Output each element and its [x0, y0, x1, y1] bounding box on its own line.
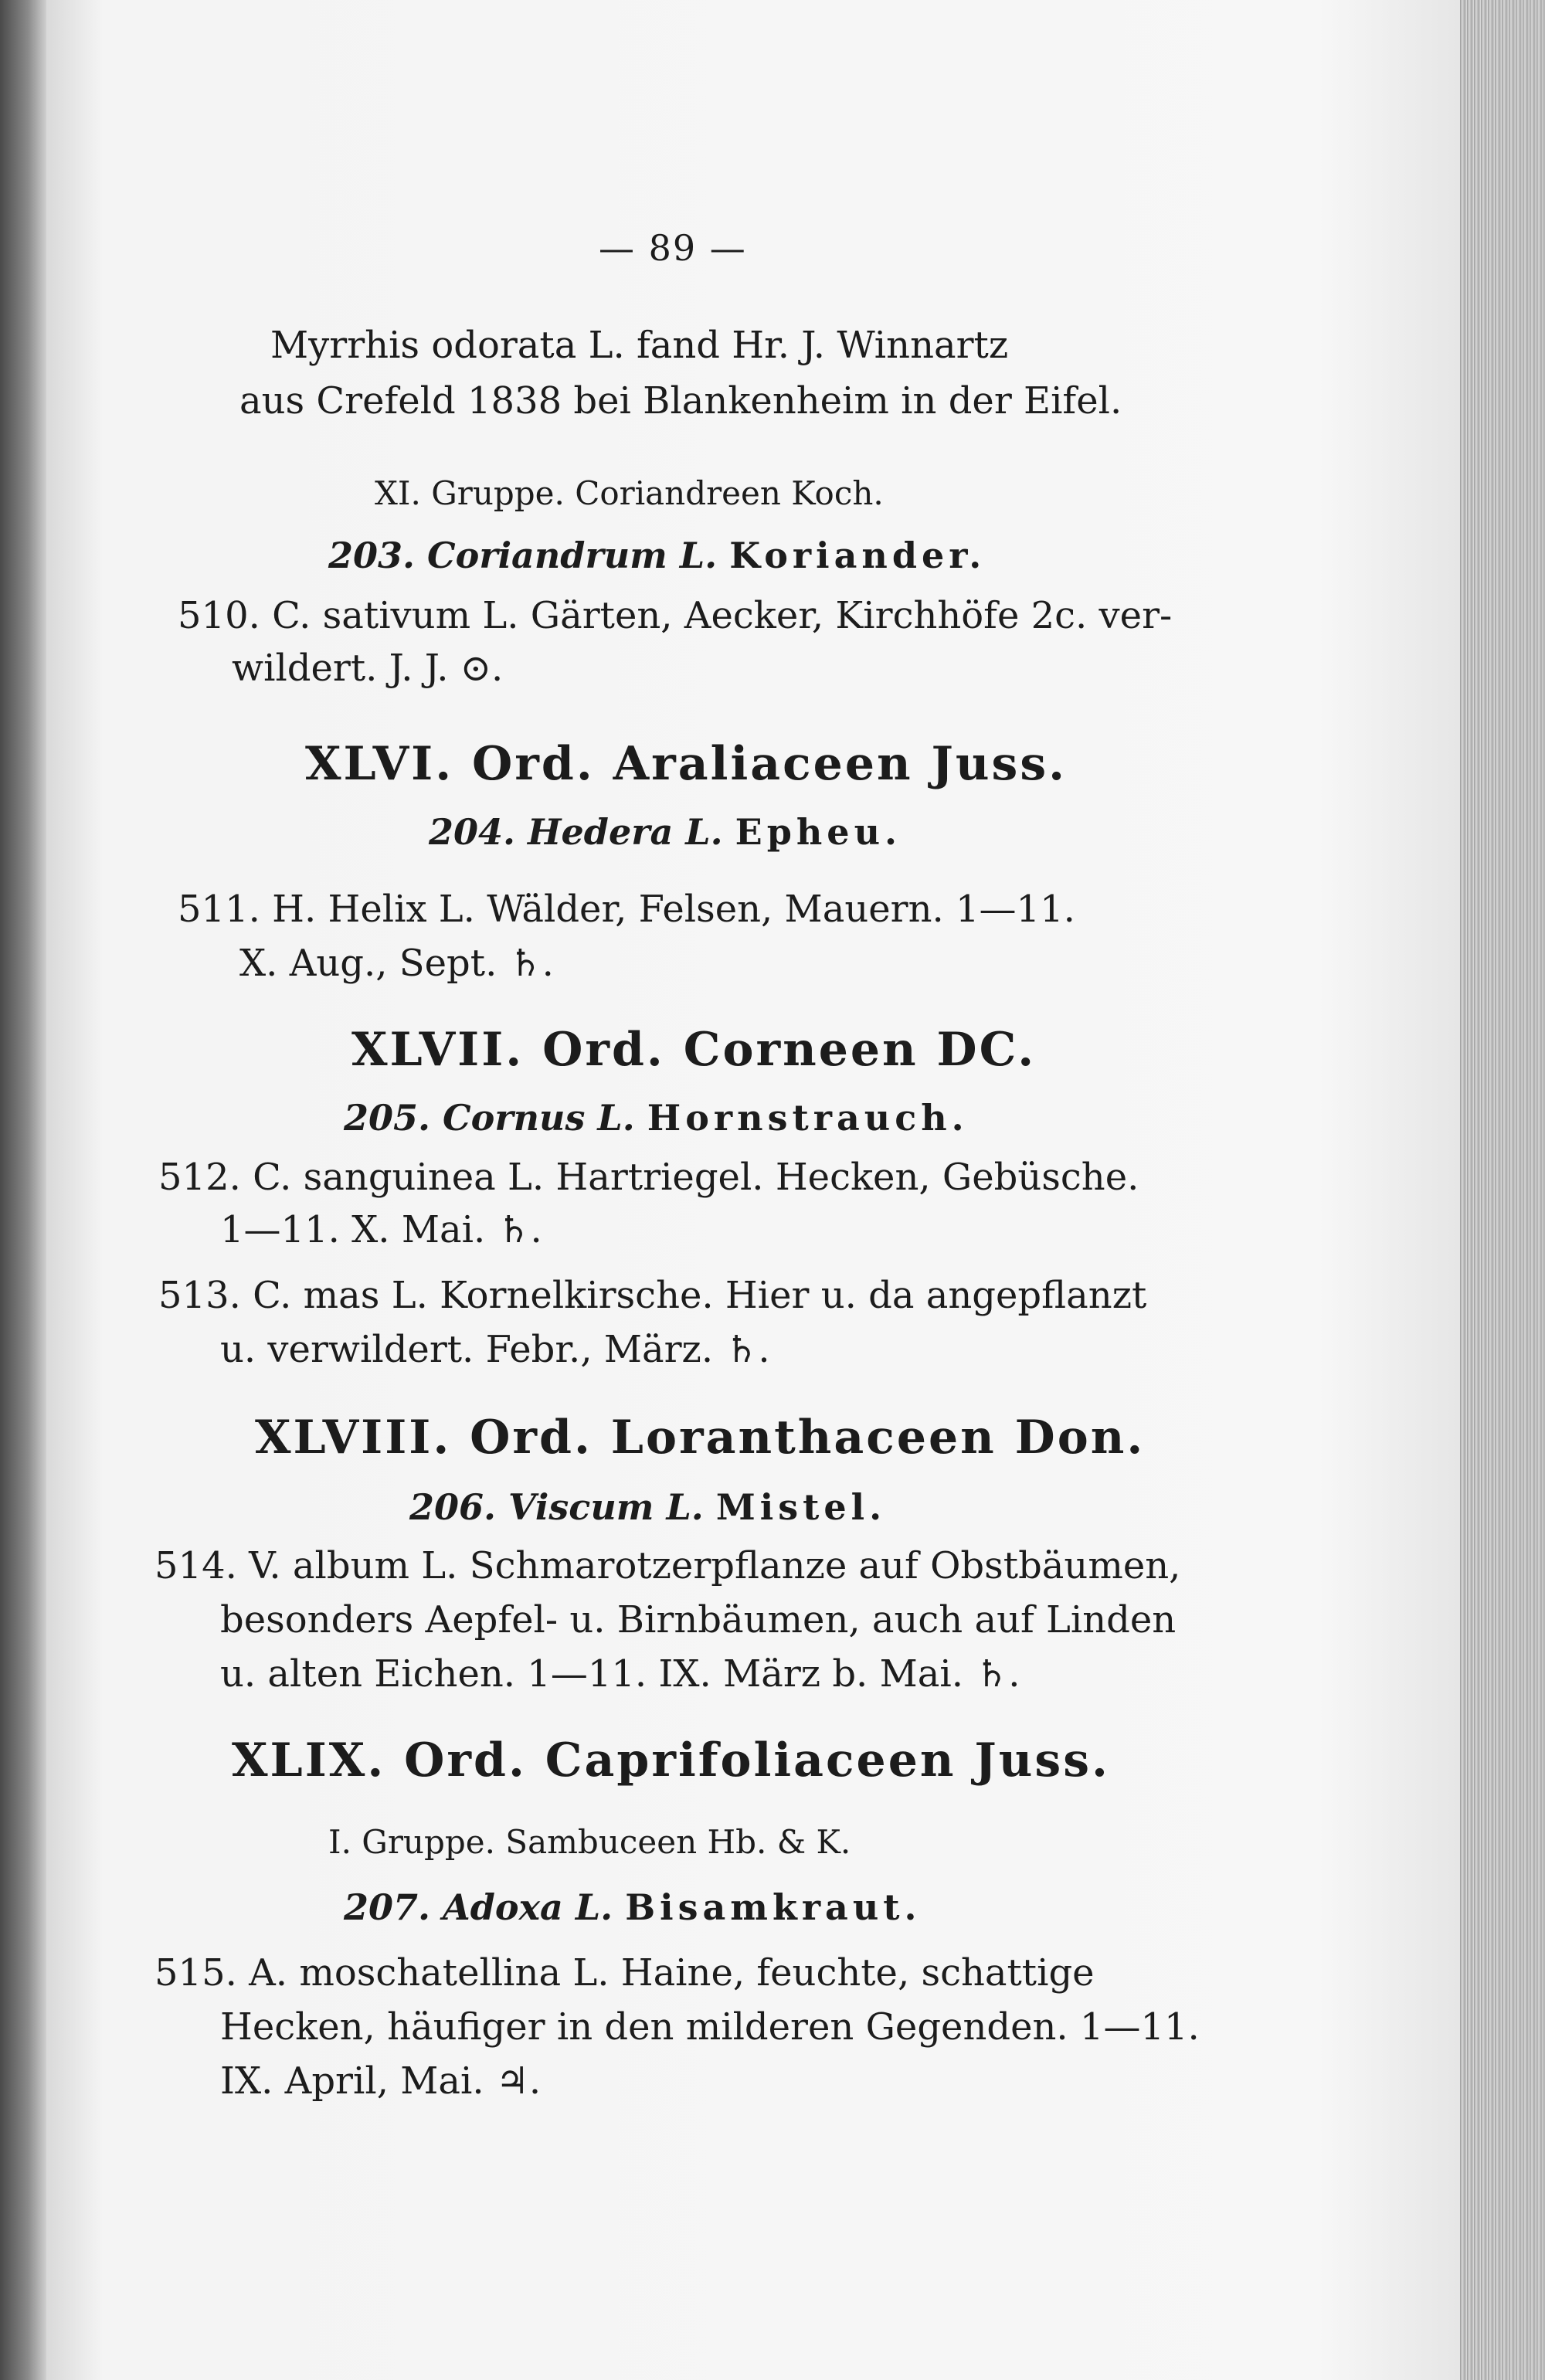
genus-german: Mistel. — [715, 1486, 887, 1528]
species-510-line-1: 510. C. sativum L. Gärten, Aecker, Kirchhöfe 2c. ver- — [178, 594, 1173, 637]
species-511-line-1: 511. H. Helix L. Wälder, Felsen, Mauern. 1—11. — [178, 888, 1075, 931]
order-heading-xlvi: XLVI. Ord. Araliaceen Juss. — [305, 737, 1067, 791]
genus-heading-204 — [429, 810, 902, 854]
page-number: — 89 — — [599, 227, 747, 269]
genus-latin: 207. Adoxa L. — [344, 1886, 613, 1928]
genus-latin: 206. Viscum L. — [409, 1486, 704, 1528]
genus-heading-203 — [328, 533, 986, 578]
species-514-line-2: besonders Aepfel- u. Birnbäumen, auch auf Linden — [220, 1598, 1177, 1642]
genus-heading-205 — [344, 1095, 969, 1140]
genus-latin: 205. Cornus L. — [344, 1097, 635, 1139]
genus-heading-207 — [344, 1885, 922, 1930]
order-heading-xlviii: XLVIII. Ord. Loranthaceen Don. — [255, 1411, 1146, 1465]
genus-heading-206 — [409, 1485, 886, 1530]
species-512-line-2: 1—11. X. Mai. ♄. — [220, 1208, 542, 1251]
page-stack-edge — [1460, 0, 1545, 2380]
species-513-line-2: u. verwildert. Febr., März. ♄. — [220, 1328, 770, 1371]
group-heading-i: I. Gruppe. Sambuceen Hb. & K. — [328, 1823, 851, 1861]
species-515-line-2: Hecken, häufiger in den milderen Gegenden. 1—11. — [220, 2005, 1200, 2049]
species-515-line-3: IX. April, Mai. ♃. — [220, 2059, 542, 2103]
species-510-line-2: wildert. J. J. ⊙. — [232, 647, 504, 690]
order-heading-xlix: XLIX. Ord. Caprifoliaceen Juss. — [232, 1733, 1110, 1788]
group-heading-xi: XI. Gruppe. Coriandreen Koch. — [375, 474, 884, 512]
genus-german: Hornstrauch. — [647, 1097, 969, 1139]
intro-line-1: Myrrhis odorata L. fand Hr. J. Winnartz — [270, 324, 1009, 367]
genus-german: Epheu. — [735, 811, 902, 853]
order-heading-xlvii: XLVII. Ord. Corneen DC. — [351, 1023, 1037, 1077]
genus-latin: 204. Hedera L. — [429, 811, 723, 853]
species-514-line-3: u. alten Eichen. 1—11. IX. März b. Mai. ♄. — [220, 1652, 1020, 1696]
species-512-line-1: 512. C. sanguinea L. Hartriegel. Hecken, Gebüsche. — [158, 1156, 1139, 1199]
species-515-line-1: 515. A. moschatellina L. Haine, feuchte, schattige — [154, 1951, 1095, 1995]
genus-german: Koriander. — [729, 535, 986, 576]
intro-line-2: aus Crefeld 1838 bei Blankenheim in der Eifel. — [239, 379, 1122, 423]
genus-german: Bisamkraut. — [625, 1886, 922, 1928]
species-511-line-2: X. Aug., Sept. ♄. — [239, 942, 554, 985]
book-gutter — [0, 0, 46, 2380]
species-514-line-1: 514. V. album L. Schmarotzerpflanze auf Obstbäumen, — [154, 1544, 1181, 1587]
species-513-line-1: 513. C. mas L. Kornelkirsche. Hier u. da angepflanzt — [158, 1274, 1147, 1317]
genus-latin: 203. Coriandrum L. — [328, 535, 718, 576]
